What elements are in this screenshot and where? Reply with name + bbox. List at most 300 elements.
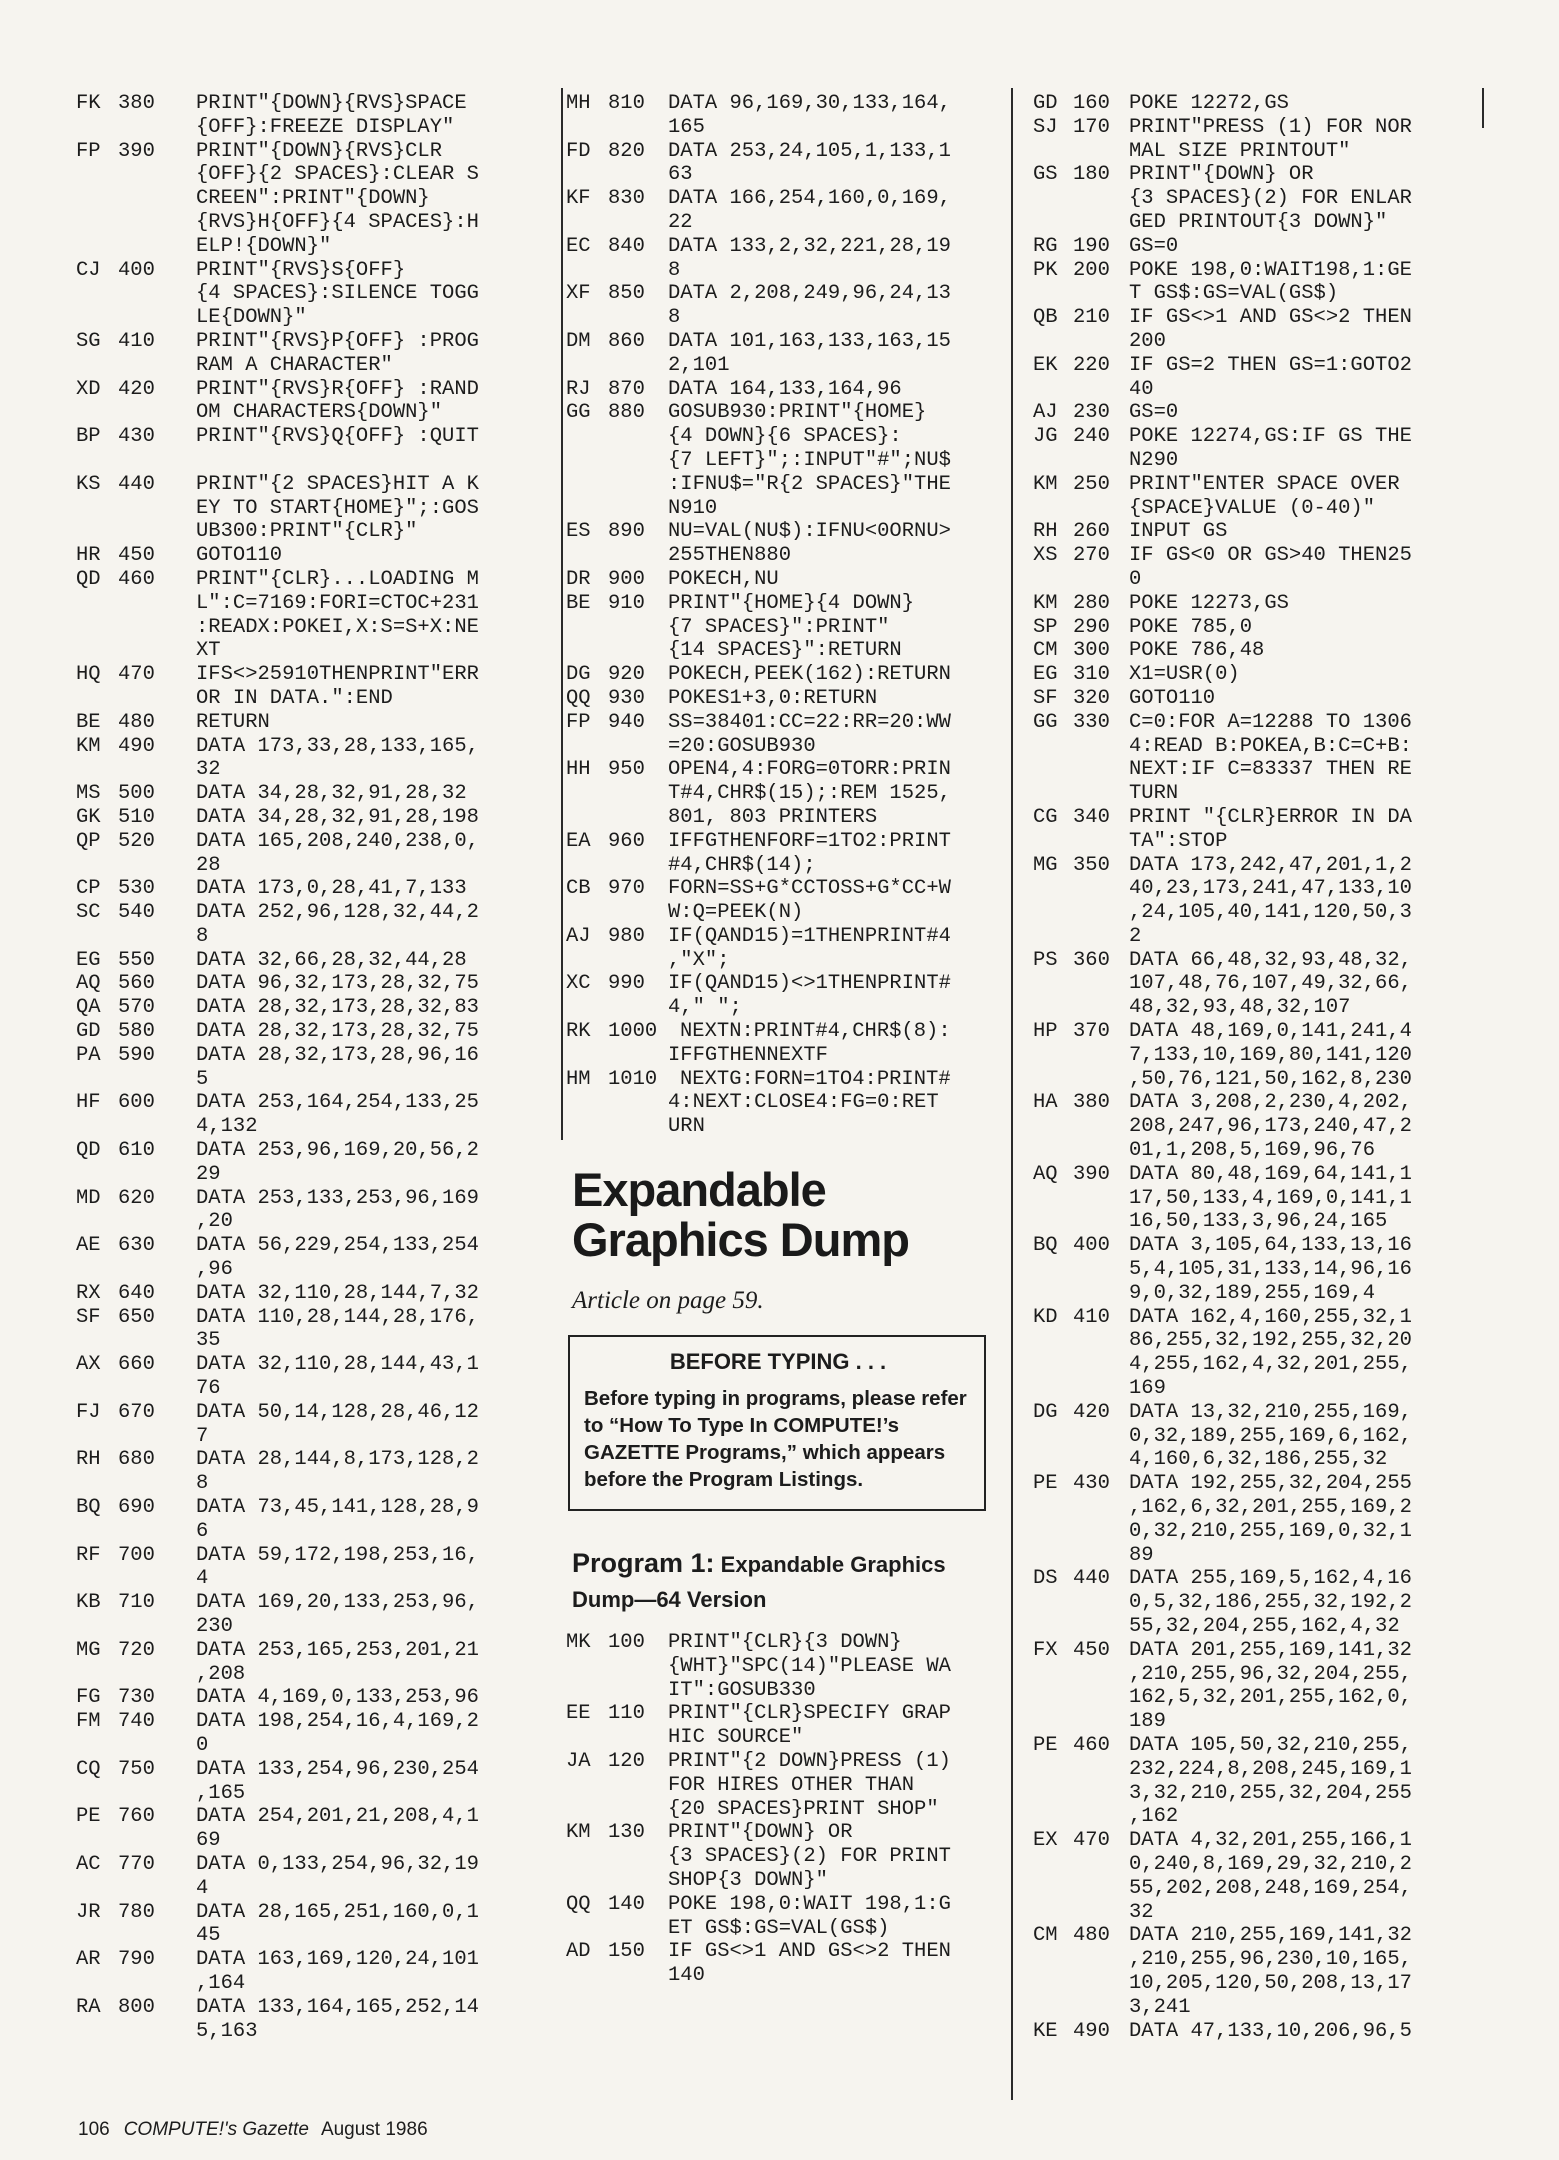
code-text: 63 xyxy=(668,163,693,187)
code-text: DATA 169,20,133,253,96, xyxy=(196,1591,479,1615)
code-text: DATA 163,169,120,24,101 xyxy=(196,1948,479,1972)
code-text: TA":STOP xyxy=(1129,829,1228,853)
code-text: 107,48,76,107,49,32,66, xyxy=(1129,972,1412,996)
listing-line xyxy=(76,330,558,354)
listing-line xyxy=(566,663,1008,687)
line-number: 380 xyxy=(1073,1091,1110,1115)
listing-line xyxy=(1017,1234,1481,1258)
code-text: 801, 803 PRINTERS xyxy=(668,805,878,829)
listing-line xyxy=(1017,1329,1481,1353)
code-text: NEXTN:PRINT#4,CHR$(8): xyxy=(680,1020,951,1044)
line-number: 880 xyxy=(608,401,645,425)
listing-line xyxy=(566,877,1008,901)
listing-line xyxy=(1017,211,1481,235)
listing-column-3 xyxy=(1017,92,1481,2043)
code-text: 8 xyxy=(668,306,681,330)
listing-line xyxy=(566,949,1008,973)
listing-line xyxy=(1017,378,1481,402)
code-text: DATA 4,32,201,255,166,1 xyxy=(1129,1829,1412,1853)
checksum: PS xyxy=(1033,948,1058,972)
listing-line xyxy=(1017,1948,1481,1972)
program-heading-number: Program 1: xyxy=(572,1548,715,1579)
listing-line xyxy=(76,1710,558,1734)
checksum: RH xyxy=(76,1448,101,1472)
line-number: 480 xyxy=(1073,1924,1110,1948)
code-text: 3,32,210,255,32,204,255 xyxy=(1129,1781,1412,1805)
line-number: 150 xyxy=(608,1940,645,1964)
checksum: KM xyxy=(1033,591,1058,615)
code-text: GOSUB930:PRINT"{HOME} xyxy=(668,401,927,425)
line-number: 470 xyxy=(118,663,155,687)
column-rule-left xyxy=(561,88,563,1140)
code-text: DATA 253,24,105,1,133,1 xyxy=(668,139,951,163)
code-text: 86,255,32,192,255,32,20 xyxy=(1129,1329,1412,1353)
code-text: {20 SPACES}PRINT SHOP" xyxy=(668,1797,939,1821)
listing-line xyxy=(1017,925,1481,949)
checksum: PA xyxy=(76,1043,101,1067)
code-text: IFS<>25910THENPRINT"ERR xyxy=(196,663,479,687)
code-text: 200 xyxy=(1129,329,1166,353)
listing-line xyxy=(1017,1663,1481,1687)
listing-line xyxy=(76,473,558,497)
code-text: 255THEN880 xyxy=(668,544,792,568)
before-typing-body: Before typing in programs, please refer to “How To Type In COMPUTE!’s GAZETTE Programs,” which appears before the Program Listings. xyxy=(584,1387,967,1492)
checksum: BQ xyxy=(1033,1234,1058,1258)
code-text: DATA 32,110,28,144,43,1 xyxy=(196,1353,479,1377)
listing-line xyxy=(76,711,558,735)
code-text: EY TO START{HOME}";:GOS xyxy=(196,496,479,520)
listing-line xyxy=(566,616,1008,640)
code-text: DATA 210,255,169,141,32 xyxy=(1129,1924,1412,1948)
listing-line xyxy=(76,1163,558,1187)
listing-line xyxy=(1017,1448,1481,1472)
listing-line xyxy=(76,1853,558,1877)
listing-line xyxy=(566,925,1008,949)
code-text: PRINT"{2 DOWN}PRESS (1) xyxy=(668,1750,951,1774)
code-text: DATA 50,14,128,28,46,12 xyxy=(196,1400,479,1424)
line-number: 530 xyxy=(118,877,155,901)
listing-line xyxy=(1017,616,1481,640)
checksum: RK xyxy=(566,1020,591,1044)
code-text: DATA 32,110,28,144,7,32 xyxy=(196,1281,479,1305)
listing-line xyxy=(1017,972,1481,996)
listing-line xyxy=(76,282,558,306)
code-text: DATA 4,169,0,133,253,96 xyxy=(196,1686,479,1710)
line-number: 440 xyxy=(1073,1567,1110,1591)
line-number: 230 xyxy=(1073,401,1110,425)
line-number: 460 xyxy=(118,567,155,591)
code-text: 10,205,120,50,208,13,17 xyxy=(1129,1971,1412,1995)
listing-line xyxy=(76,663,558,687)
issue-date: August 1986 xyxy=(320,2119,428,2140)
code-text: GOTO110 xyxy=(1129,686,1216,710)
code-text: PRINT"{RVS}R{OFF} :RAND xyxy=(196,377,479,401)
code-text: 4 xyxy=(196,1567,209,1591)
checksum: PK xyxy=(1033,258,1058,282)
code-text: ,162,6,32,201,255,169,2 xyxy=(1129,1496,1412,1520)
listing-line xyxy=(566,449,1008,473)
code-text: ,96 xyxy=(196,1258,233,1282)
listing-line xyxy=(1017,830,1481,854)
code-text: DATA 105,50,32,210,255, xyxy=(1129,1733,1412,1757)
line-number: 400 xyxy=(1073,1234,1110,1258)
line-number: 760 xyxy=(118,1805,155,1829)
checksum: FM xyxy=(76,1710,101,1734)
code-text: 40,23,173,241,47,133,10 xyxy=(1129,877,1412,901)
listing-line xyxy=(76,1734,558,1758)
listing-line xyxy=(1017,592,1481,616)
listing-line xyxy=(566,830,1008,854)
code-text: IT":GOSUB330 xyxy=(668,1678,816,1702)
code-text: =20:GOSUB930 xyxy=(668,734,816,758)
code-text: 69 xyxy=(196,1829,221,1853)
checksum: EE xyxy=(566,1702,591,1726)
listing-line xyxy=(1017,1710,1481,1734)
line-number: 870 xyxy=(608,377,645,401)
code-text: POKE 785,0 xyxy=(1129,615,1253,639)
listing-line xyxy=(1017,259,1481,283)
listing-line xyxy=(566,163,1008,187)
listing-line xyxy=(76,235,558,259)
checksum: KS xyxy=(76,472,101,496)
listing-line xyxy=(1017,639,1481,663)
listing-line xyxy=(76,1567,558,1591)
code-text: DATA 73,45,141,128,28,9 xyxy=(196,1496,479,1520)
line-number: 460 xyxy=(1073,1733,1110,1757)
code-text: PRINT"{DOWN} OR xyxy=(1129,163,1314,187)
code-text: FORN=SS+G*CCTOSS+G*CC+W xyxy=(668,877,951,901)
listing-line xyxy=(1017,711,1481,735)
code-text: DATA 173,242,47,201,1,2 xyxy=(1129,853,1412,877)
checksum: EA xyxy=(566,829,591,853)
listing-line xyxy=(566,592,1008,616)
code-text: {OFF}{2 SPACES}:CLEAR S xyxy=(196,163,479,187)
listing-line xyxy=(1017,1996,1481,2020)
listing-line xyxy=(76,449,558,473)
line-number: 300 xyxy=(1073,639,1110,663)
listing-line xyxy=(1017,1758,1481,1782)
listing-line xyxy=(1017,1044,1481,1068)
line-number: 700 xyxy=(118,1543,155,1567)
listing-line xyxy=(1017,758,1481,782)
checksum: GS xyxy=(1033,163,1058,187)
code-text: DATA 47,133,10,206,96,5 xyxy=(1129,2019,1412,2043)
code-text: DATA 254,201,21,208,4,1 xyxy=(196,1805,479,1829)
code-text: ,164 xyxy=(196,1971,246,1995)
listing-line xyxy=(1017,282,1481,306)
checksum: GG xyxy=(1033,710,1058,734)
code-text: RAM A CHARACTER" xyxy=(196,353,393,377)
code-text: ,20 xyxy=(196,1210,233,1234)
code-text: HIC SOURCE" xyxy=(668,1726,804,1750)
line-number: 990 xyxy=(608,972,645,996)
checksum: PE xyxy=(1033,1733,1058,1757)
checksum: KM xyxy=(76,734,101,758)
line-number: 550 xyxy=(118,948,155,972)
listing-line xyxy=(1017,1686,1481,1710)
line-number: 430 xyxy=(1073,1472,1110,1496)
code-text: 89 xyxy=(1129,1543,1154,1567)
code-text: OPEN4,4:FORG=0TORR:PRIN xyxy=(668,758,951,782)
code-text: DATA 173,0,28,41,7,133 xyxy=(196,877,467,901)
line-number: 630 xyxy=(118,1234,155,1258)
checksum: DG xyxy=(1033,1400,1058,1424)
code-text: 76 xyxy=(196,1377,221,1401)
listing-line xyxy=(76,1996,558,2020)
code-text: POKE 12272,GS xyxy=(1129,92,1289,115)
code-text: IF GS<0 OR GS>40 THEN25 xyxy=(1129,544,1412,568)
checksum: RH xyxy=(1033,520,1058,544)
checksum: KE xyxy=(1033,2019,1058,2043)
line-number: 450 xyxy=(118,544,155,568)
line-number: 890 xyxy=(608,520,645,544)
checksum: HH xyxy=(566,758,591,782)
code-text: PRINT"{DOWN}{RVS}SPACE xyxy=(196,92,467,115)
checksum: AD xyxy=(566,1940,591,1964)
line-number: 290 xyxy=(1073,615,1110,639)
line-number: 490 xyxy=(1073,2019,1110,2043)
listing-line xyxy=(1017,92,1481,116)
checksum: QB xyxy=(1033,306,1058,330)
listing-line xyxy=(566,1845,1008,1869)
line-number: 520 xyxy=(118,829,155,853)
line-number: 250 xyxy=(1073,472,1110,496)
checksum: HA xyxy=(1033,1091,1058,1115)
code-text: DATA 34,28,32,91,28,198 xyxy=(196,805,479,829)
listing-line xyxy=(566,544,1008,568)
line-number: 660 xyxy=(118,1353,155,1377)
code-text: POKE 786,48 xyxy=(1129,639,1265,663)
line-number: 900 xyxy=(608,567,645,591)
listing-line xyxy=(1017,1282,1481,1306)
checksum: SF xyxy=(1033,686,1058,710)
line-number: 390 xyxy=(1073,1162,1110,1186)
article-title-line-2: Graphics Dump xyxy=(572,1213,909,1267)
code-text: DATA 255,169,5,162,4,16 xyxy=(1129,1567,1412,1591)
line-number: 790 xyxy=(118,1948,155,1972)
code-text: DATA 34,28,32,91,28,32 xyxy=(196,782,467,806)
checksum: HM xyxy=(566,1067,591,1091)
checksum: KM xyxy=(1033,472,1058,496)
listing-line xyxy=(76,877,558,901)
listing-line xyxy=(76,1686,558,1710)
line-number: 360 xyxy=(1073,948,1110,972)
listing-line xyxy=(1017,1472,1481,1496)
line-number: 750 xyxy=(118,1757,155,1781)
code-text: DATA 80,48,169,64,141,1 xyxy=(1129,1162,1412,1186)
listing-line xyxy=(76,1258,558,1282)
listing-line xyxy=(566,1774,1008,1798)
listing-line xyxy=(1017,1091,1481,1115)
listing-line xyxy=(1017,1187,1481,1211)
checksum: CG xyxy=(1033,805,1058,829)
checksum: QA xyxy=(76,996,101,1020)
listing-line xyxy=(566,711,1008,735)
checksum: CB xyxy=(566,877,591,901)
checksum: DS xyxy=(1033,1567,1058,1591)
listing-line xyxy=(76,544,558,568)
listing-line xyxy=(76,1972,558,1996)
code-text: 4,132 xyxy=(196,1115,258,1139)
line-number: 170 xyxy=(1073,115,1110,139)
checksum: RJ xyxy=(566,377,591,401)
line-number: 850 xyxy=(608,282,645,306)
code-text: 2 xyxy=(1129,924,1142,948)
checksum: QD xyxy=(76,1139,101,1163)
code-text: GOTO110 xyxy=(196,544,283,568)
checksum: BP xyxy=(76,425,101,449)
line-number: 950 xyxy=(608,758,645,782)
listing-line xyxy=(1017,401,1481,425)
line-number: 340 xyxy=(1073,805,1110,829)
code-text: DATA 133,254,96,230,254 xyxy=(196,1757,479,1781)
listing-line xyxy=(566,235,1008,259)
listing-line xyxy=(1017,187,1481,211)
listing-line xyxy=(76,497,558,521)
checksum: SF xyxy=(76,1305,101,1329)
page-number: 106 xyxy=(78,2119,110,2140)
listing-line xyxy=(566,1702,1008,1726)
line-number: 770 xyxy=(118,1852,155,1876)
code-text: NEXT:IF C=83337 THEN RE xyxy=(1129,758,1412,782)
listing-line xyxy=(76,616,558,640)
code-text: {3 SPACES}(2) FOR ENLAR xyxy=(1129,187,1412,211)
checksum: RX xyxy=(76,1281,101,1305)
listing-line xyxy=(1017,1639,1481,1663)
code-text: URN xyxy=(668,1115,705,1139)
code-text: 22 xyxy=(668,210,693,234)
checksum: MD xyxy=(76,1186,101,1210)
checksum: KM xyxy=(566,1821,591,1845)
checksum: KD xyxy=(1033,1305,1058,1329)
line-number: 510 xyxy=(118,805,155,829)
listing-line xyxy=(76,1877,558,1901)
code-text: {3 SPACES}(2) FOR PRINT xyxy=(668,1845,951,1869)
checksum: DM xyxy=(566,329,591,353)
checksum: PE xyxy=(1033,1472,1058,1496)
listing-line xyxy=(76,1401,558,1425)
code-text: DATA 3,208,2,230,4,202, xyxy=(1129,1091,1412,1115)
listing-line xyxy=(1017,306,1481,330)
code-text: 4:NEXT:CLOSE4:FG=0:RET xyxy=(668,1091,939,1115)
checksum: XD xyxy=(76,377,101,401)
line-number: 730 xyxy=(118,1686,155,1710)
code-text: 4,160,6,32,186,255,32 xyxy=(1129,1448,1388,1472)
line-number: 180 xyxy=(1073,163,1110,187)
code-text: PRINT"{CLR}SPECIFY GRAP xyxy=(668,1702,951,1726)
code-text: TURN xyxy=(1129,782,1179,806)
code-text: C=0:FOR A=12288 TO 1306 xyxy=(1129,710,1412,734)
listing-line xyxy=(1017,116,1481,140)
code-text: DATA 133,2,32,221,28,19 xyxy=(668,234,951,258)
code-text: 16,50,133,3,96,24,165 xyxy=(1129,1210,1388,1234)
listing-line xyxy=(1017,949,1481,973)
listing-line xyxy=(76,1472,558,1496)
code-text: 9,0,32,189,255,169,4 xyxy=(1129,1281,1376,1305)
code-text: DATA 96,169,30,133,164, xyxy=(668,92,951,115)
listing-line xyxy=(1017,663,1481,687)
listing-line xyxy=(566,1679,1008,1703)
checksum: JA xyxy=(566,1750,591,1774)
listing-line xyxy=(1017,901,1481,925)
checksum: AR xyxy=(76,1948,101,1972)
listing-line xyxy=(566,354,1008,378)
listing-line xyxy=(566,1091,1008,1115)
code-text: W:Q=PEEK(N) xyxy=(668,901,804,925)
code-text: {SPACE}VALUE (0-40)" xyxy=(1129,496,1376,520)
listing-line xyxy=(1017,877,1481,901)
line-number: 1010 xyxy=(608,1067,658,1091)
line-number: 410 xyxy=(1073,1305,1110,1329)
program-heading xyxy=(572,1547,1008,1619)
line-number: 400 xyxy=(118,258,155,282)
page-footer xyxy=(78,2119,428,2141)
checksum: CJ xyxy=(76,258,101,282)
line-number: 560 xyxy=(118,972,155,996)
before-typing-title: BEFORE TYPING . . . xyxy=(669,1349,887,1375)
code-text: PRINT"{2 SPACES}HIT A K xyxy=(196,472,479,496)
checksum: MG xyxy=(1033,853,1058,877)
listing-line xyxy=(1017,1544,1481,1568)
line-number: 210 xyxy=(1073,306,1110,330)
line-number: 840 xyxy=(608,234,645,258)
listing-line xyxy=(1017,1567,1481,1591)
code-text: DATA 164,133,164,96 xyxy=(668,377,902,401)
checksum: RA xyxy=(76,1995,101,2019)
listing-line xyxy=(566,330,1008,354)
listing-line xyxy=(1017,1877,1481,1901)
listing-line xyxy=(1017,163,1481,187)
line-number: 810 xyxy=(608,92,645,115)
listing-line xyxy=(1017,806,1481,830)
listing-line xyxy=(1017,1115,1481,1139)
line-number: 430 xyxy=(118,425,155,449)
checksum: GD xyxy=(1033,92,1058,115)
checksum: MG xyxy=(76,1638,101,1662)
line-number: 740 xyxy=(118,1710,155,1734)
listing-line xyxy=(76,306,558,330)
line-number: 1000 xyxy=(608,1020,658,1044)
listing-line xyxy=(566,1631,1008,1655)
listing-line xyxy=(1017,1924,1481,1948)
column-rule-right xyxy=(1011,88,1013,2100)
code-text: 48,32,93,48,32,107 xyxy=(1129,996,1351,1020)
line-number: 720 xyxy=(118,1638,155,1662)
code-text: PRINT "{CLR}ERROR IN DA xyxy=(1129,805,1412,829)
listing-line xyxy=(566,972,1008,996)
listing-line xyxy=(76,1663,558,1687)
checksum: GG xyxy=(566,401,591,425)
listing-line xyxy=(566,306,1008,330)
checksum: FP xyxy=(76,139,101,163)
code-text: DATA 162,4,160,255,32,1 xyxy=(1129,1305,1412,1329)
code-text: 140 xyxy=(668,1964,705,1988)
code-text: T#4,CHR$(15);:REM 1525, xyxy=(668,782,951,806)
listing-line xyxy=(566,758,1008,782)
code-text: 29 xyxy=(196,1162,221,1186)
line-number: 930 xyxy=(608,686,645,710)
checksum: MK xyxy=(566,1631,591,1655)
listing-line xyxy=(76,1020,558,1044)
checksum: FG xyxy=(76,1686,101,1710)
listing-column-2 xyxy=(566,92,1008,1988)
listing-line xyxy=(1017,1401,1481,1425)
code-text: 7 xyxy=(196,1424,209,1448)
code-text: DATA 28,32,173,28,32,75 xyxy=(196,1020,479,1044)
code-text: 32 xyxy=(196,758,221,782)
listing-line xyxy=(1017,1068,1481,1092)
listing-line xyxy=(1017,235,1481,259)
